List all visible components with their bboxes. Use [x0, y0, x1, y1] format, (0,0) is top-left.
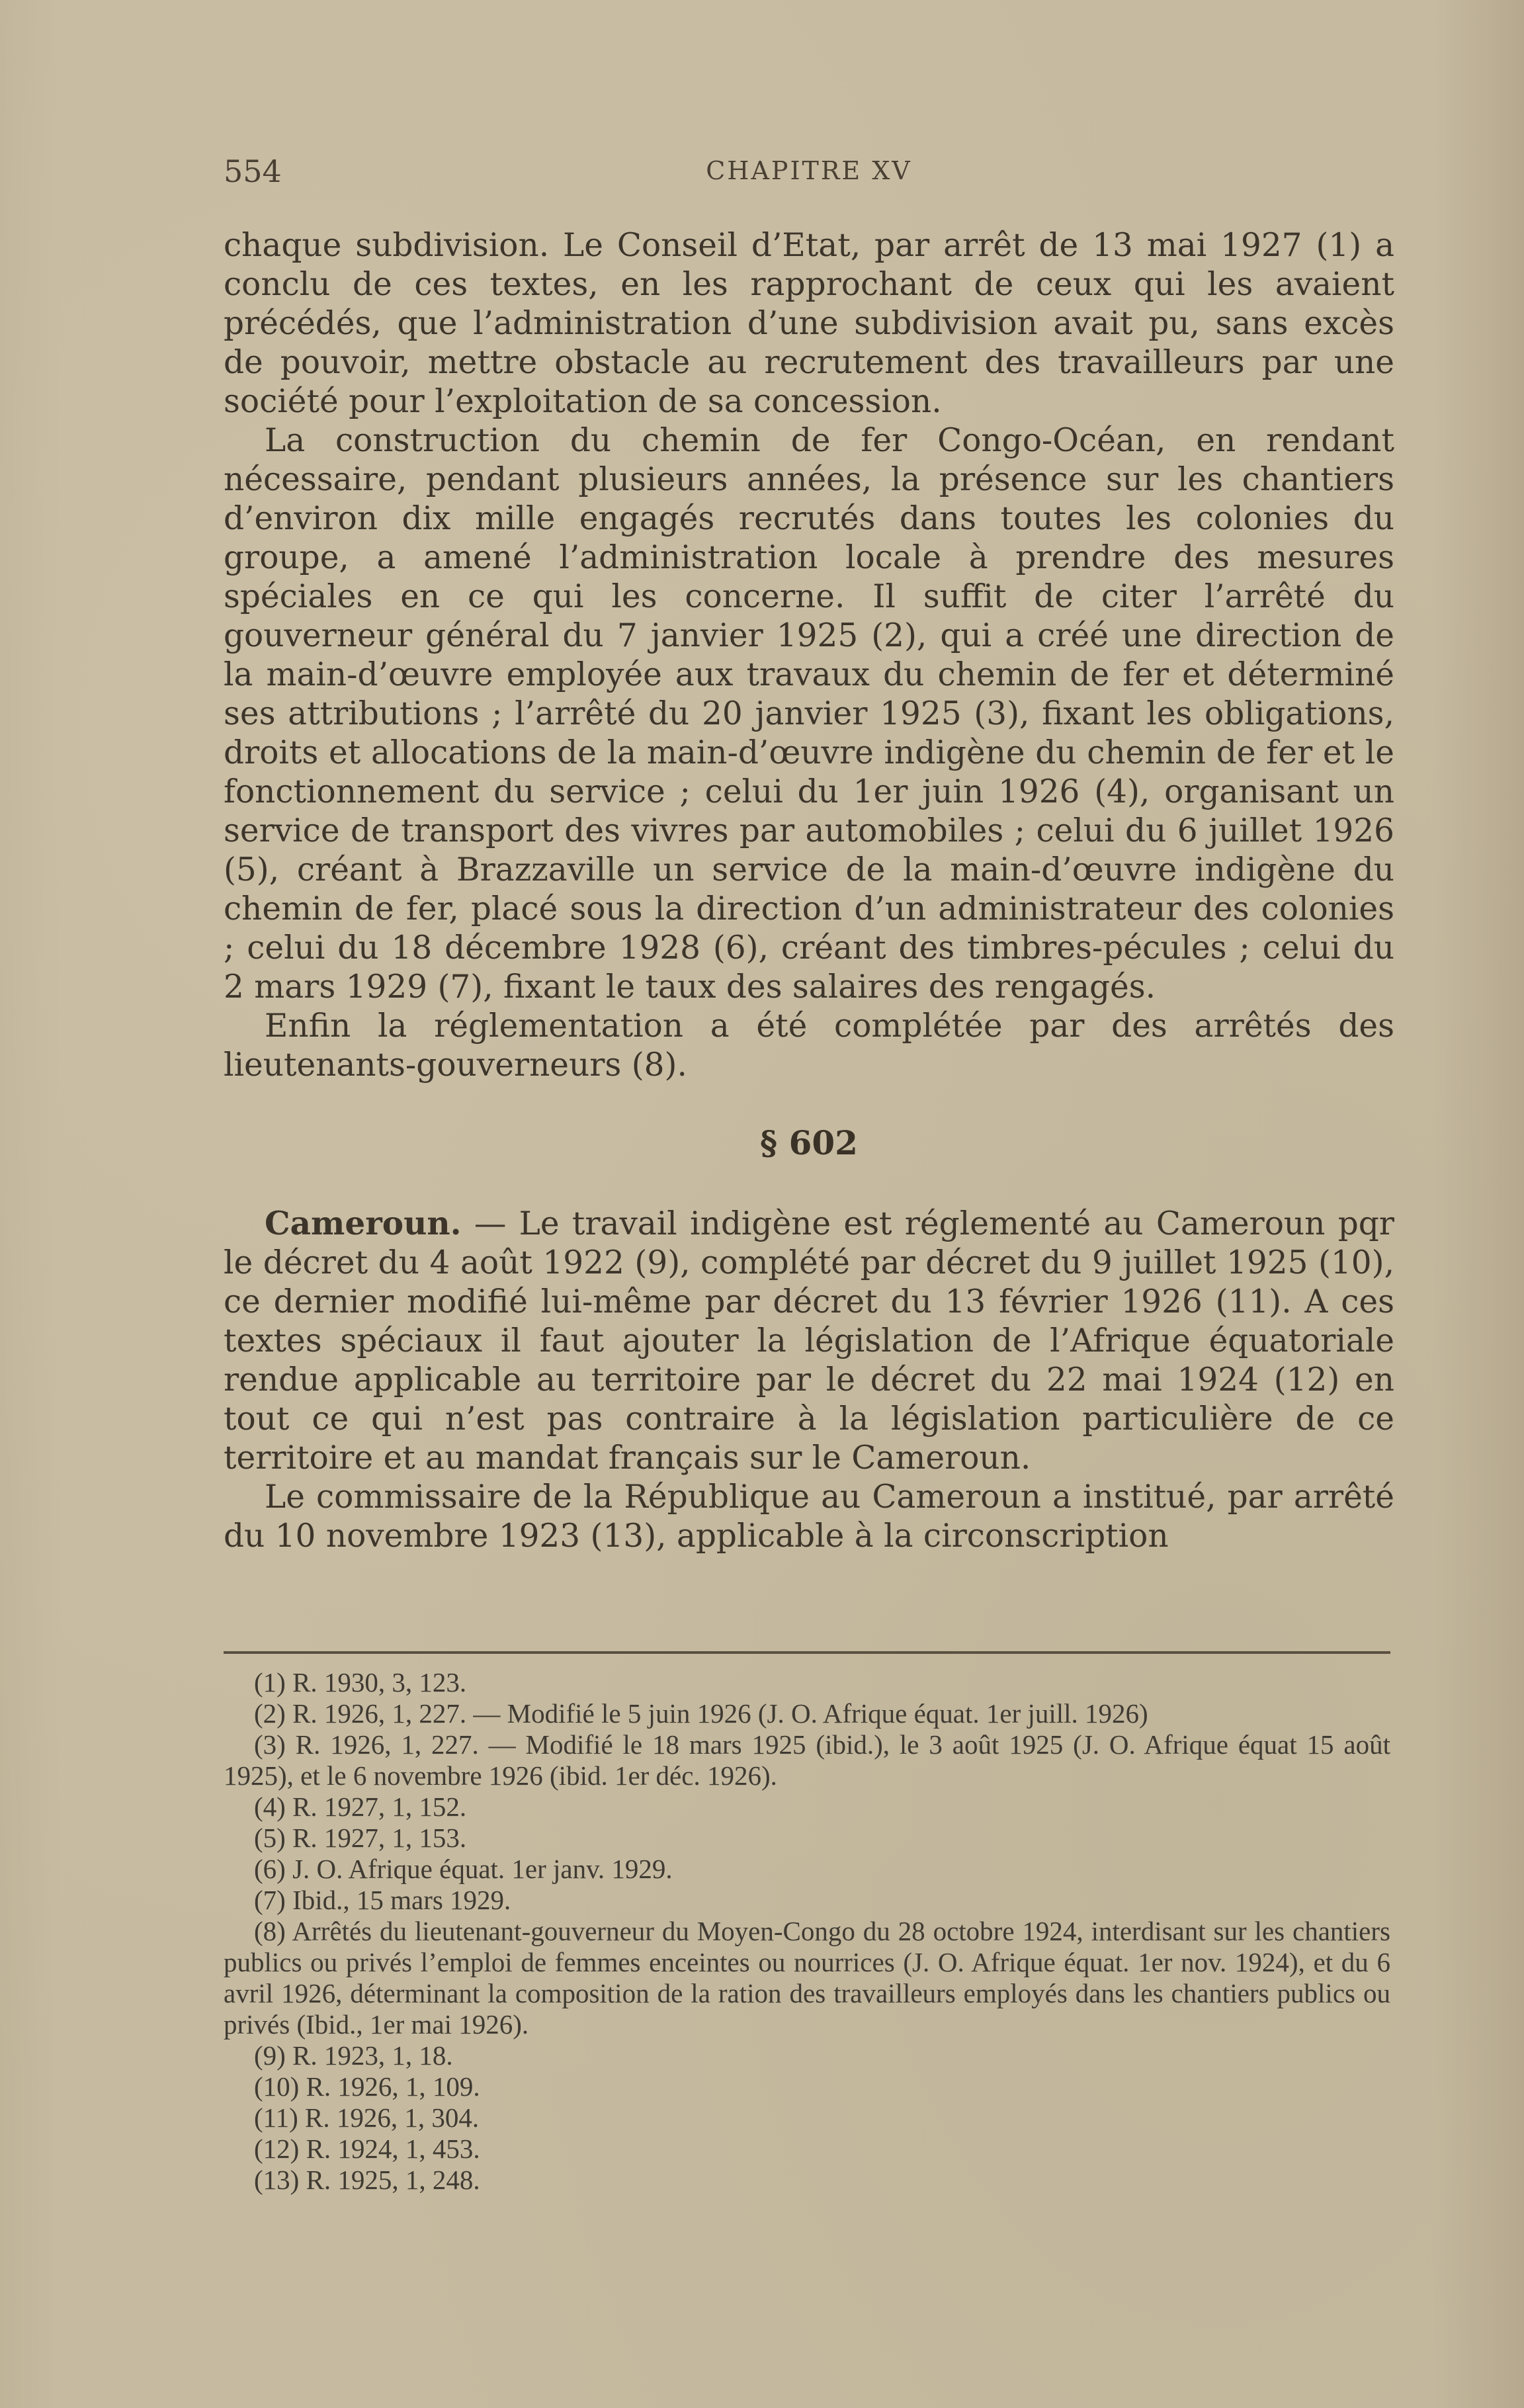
footnote [224, 2040, 1390, 2071]
footnote-number: (7) [254, 1885, 286, 1915]
paragraph: Enfin la réglementation a été complétée par des arrêtés des lieutenants-gouverneurs (8). [224, 1008, 1394, 1084]
footnote-number: (6) [254, 1854, 286, 1884]
footnote-text: R. 1926, 1, 227. — Modifié le 18 mars 1925 (ibid.), le 3 août 1925 (J. O. Afrique équat 15 août 1925), et le 6 novembre 1926 (ibid. 1er déc. 1926). [224, 1729, 1391, 1791]
paragraph-text: — Le travail indigène est réglementé au Cameroun pqr le décret du 4 août 1922 (9), complété par décret du 9 juillet 1925 (10), ce dernier modifié lui-même par décret du 13 février 1926 (11). A ces textes spéciaux il faut ajouter la législation de l’Afrique équatoriale rendue applicable au territoire par le décret du 22 mai 1924 (12) en tout ce qui n’est pas contraire à la législation particulière de ce territoire et au mandat français sur le Cameroun. [224, 1205, 1394, 1477]
footnote-text: R. 1926, 1, 304. [305, 2102, 480, 2133]
footnote [224, 1854, 1390, 1885]
paragraph-lead: Cameroun. [265, 1205, 462, 1242]
page-number: 554 [224, 153, 282, 189]
footnote-text: Ibid., 15 mars 1929. [292, 1885, 511, 1915]
footnote-text: J. O. Afrique équat. 1er janv. 1929. [292, 1854, 673, 1884]
paragraph [224, 1478, 1394, 1556]
footnote-number: (4) [254, 1791, 286, 1822]
running-head [224, 153, 1394, 193]
footnote-text: R. 1923, 1, 18. [292, 2040, 453, 2071]
footnote [224, 1667, 1390, 1698]
footnote-text: R. 1926, 1, 227. — Modifié le 5 juin 1926 (J. O. Afrique équat. 1er juill. 1926) [292, 1698, 1148, 1729]
footnote-number: (13) [254, 2165, 300, 2195]
paragraph [224, 1204, 1394, 1478]
footnote [224, 1885, 1390, 1916]
footnote-text: R. 1924, 1, 453. [306, 2133, 480, 2164]
footnote [224, 1698, 1390, 1729]
footnote [224, 1823, 1390, 1854]
footnote-text: R. 1927, 1, 153. [292, 1823, 467, 1853]
footnote [224, 2133, 1390, 2165]
footnote-text: R. 1925, 1, 248. [306, 2165, 480, 2195]
footnote [224, 2102, 1390, 2133]
footnotes [224, 1667, 1390, 2196]
footnote-text: Arrêtés du lieutenant-gouverneur du Moyen-Congo du 28 octobre 1924, interdisant sur les chantiers publics ou privés l’emploi de femmes enceintes ou nourrices (J. O. Afrique équat. 1er nov. 1924), et du 6 avril 1926, déterminant la composition de la ration des travailleurs employés dans les chantiers publics ou privés (Ibid., 1er mai 1926). [224, 1916, 1390, 2040]
paragraph: chaque subdivision. Le Conseil d’Etat, par arrêt de 13 mai 1927 (1) a conclu de ces textes, en les rapprochant de ceux qui les avaient précédés, que l’administration d’une subdivision avait pu, sans excès de pouvoir, mettre obstacle au recrutement des travailleurs par une société pour l’exploitation de sa concession. [224, 227, 1394, 420]
footnote-rule [224, 1651, 1390, 1654]
footnote [224, 1729, 1390, 1791]
main-text [224, 226, 1394, 1556]
footnote-number: (2) [254, 1698, 286, 1729]
footnote [224, 2165, 1390, 2196]
footnote-number: (10) [254, 2071, 300, 2102]
footnote [224, 2071, 1390, 2102]
footnote-number: (11) [254, 2102, 298, 2133]
footnote-number: (12) [254, 2133, 300, 2164]
footnote-number: (1) [254, 1667, 286, 1698]
section-heading: § 602 [760, 1123, 858, 1162]
paragraph-text: Le commissaire de la République au Cameroun a institué, par arrêté du 10 novembre 1923 (13), applicable à la circonscription [224, 1479, 1394, 1555]
footnote-number: (5) [254, 1823, 286, 1853]
footnote-text: R. 1930, 3, 123. [292, 1667, 467, 1698]
footnote-number: (9) [254, 2040, 286, 2071]
footnote-number: (3) [254, 1729, 286, 1760]
chapter-title: CHAPITRE XV [706, 156, 912, 185]
footnote [224, 1916, 1390, 2040]
paragraph: La construction du chemin de fer Congo-Océan, en rendant nécessaire, pendant plusieurs années, la présence sur les chantiers d’environ dix mille engagés recrutés dans toutes les colonies du groupe, a amené l’administration locale à prendre des mesures spéciales en ce qui les concerne. Il suffit de citer l’arrêté du gouverneur général du 7 janvier 1925 (2), qui a créé une direction de la main-d’œuvre employée aux travaux du chemin de fer et déterminé ses attributions ; l’arrêté du 20 janvier 1925 (3), fixant les obligations, droits et allocations de la main-d’œuvre indigène du chemin de fer et le fonctionnement du service ; celui du 1er juin 1926 (4), organisant un service de transport des vivres par automobiles ; celui du 6 juillet 1926 (5), créant à Brazzaville un service de la main-d’œuvre indigène du chemin de fer, placé sous la direction d’un administrateur des colonies ; celui du 18 décembre 1928 (6), créant des timbres-pécules ; celui du 2 mars 1929 (7), fixant le taux des salaires des rengagés. [224, 422, 1394, 1006]
footnote [224, 1791, 1390, 1823]
footnote-text: R. 1927, 1, 152. [292, 1791, 467, 1822]
footnote-number: (8) [254, 1916, 286, 1946]
footnote-text: R. 1926, 1, 109. [306, 2071, 480, 2102]
